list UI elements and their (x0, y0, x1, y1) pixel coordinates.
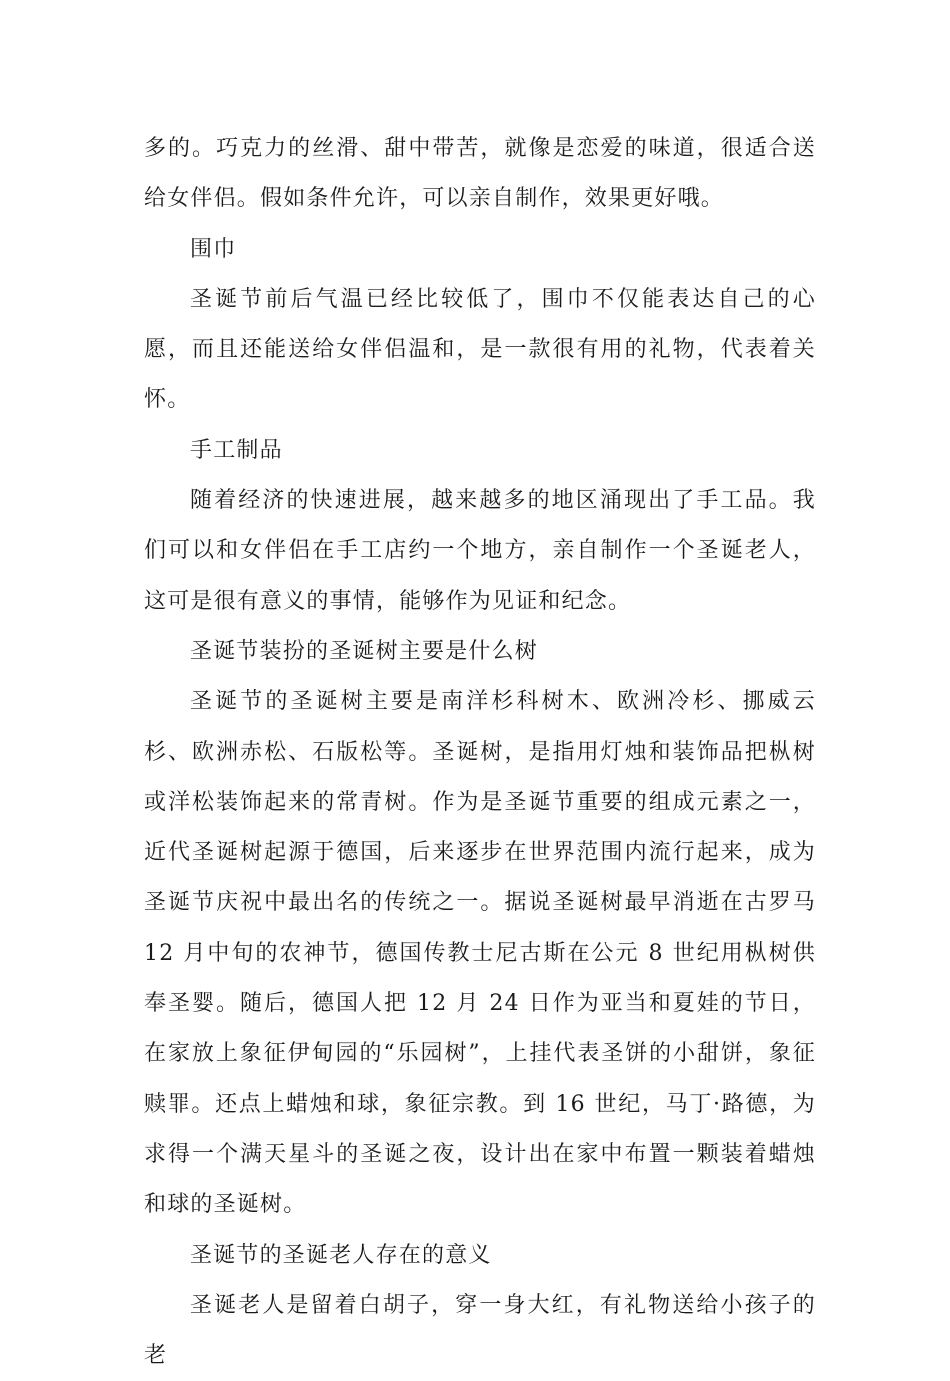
heading-santa-claus: 圣诞节的圣诞老人存在的意义 (190, 1242, 492, 1268)
paragraph-santa-claus: 圣诞老人是留着白胡子，穿一身大红，有礼物送给小孩子的老 (144, 1292, 816, 1369)
paragraph-handmade: 随着经济的快速进展，越来越多的地区涌现出了手工品。我们可以和女伴侣在手工店约一个地方，亲自制作一个圣诞老人，这可是很有意义的事情，能够作为见证和纪念。 (144, 488, 816, 614)
paragraph-chocolate-continued: 多的。巧克力的丝滑、甜中带苦，就像是恋爱的味道，很适合送给女伴侣。假如条件允许，可以亲自制作，效果更好哦。 (144, 136, 816, 212)
heading-scarf: 围巾 (190, 236, 237, 262)
document-body (144, 124, 816, 1381)
heading-handmade: 手工制品 (190, 437, 283, 463)
paragraph-scarf: 圣诞节前后气温已经比较低了，围巾不仅能表达自己的心愿，而且还能送给女伴侣温和，是一款很有用的礼物，代表着关怀。 (144, 286, 816, 413)
heading-christmas-tree: 圣诞节装扮的圣诞树主要是什么树 (190, 638, 539, 664)
paragraph-christmas-tree: 圣诞节的圣诞树主要是南洋杉科树木、欧洲冷杉、挪威云杉、欧洲赤松、石版松等。圣诞树，是指用灯烛和装饰品把枞树或洋松装饰起来的常青树。作为是圣诞节重要的组成元素之一，近代圣诞树起源于德国，后来逐步在世界范围内流行起来，成为圣诞节庆祝中最出名的传统之一。据说圣诞树最早消逝在古罗马 12 月中旬的农神节，德国传教士尼古斯在公元 8 世纪用枞树供奉圣婴。随后，德国人把 12 月 24 日作为亚当和夏娃的节日，在家放上象征伊甸园的“乐园树”，上挂代表圣饼的小甜饼，象征赎罪。还点上蜡烛和球，象征宗教。到 16 世纪，马丁·路德，为求得一个满天星斗的圣诞之夜，设计出在家中布置一颗装着蜡烛和球的圣诞树。 (144, 689, 816, 1218)
